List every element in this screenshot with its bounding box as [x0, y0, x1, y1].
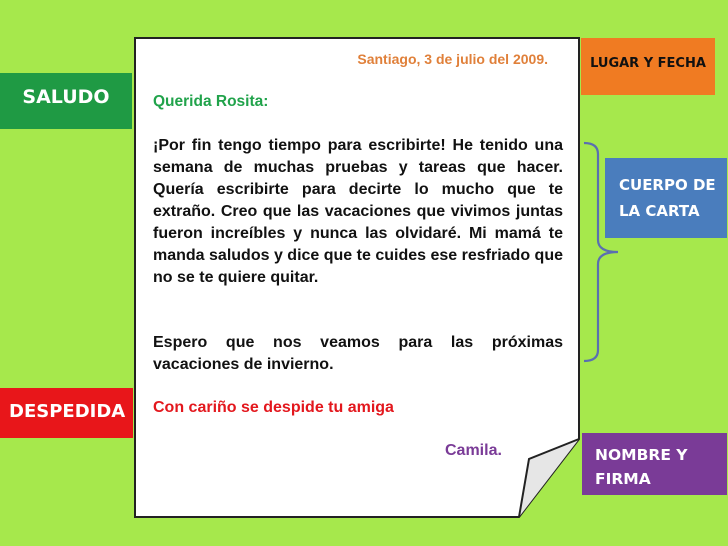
label-saludo: SALUDO [0, 73, 132, 129]
letter-greeting: Querida Rosita: [153, 93, 269, 110]
label-cuerpo-carta: CUERPO DE LA CARTA [605, 158, 727, 238]
letter-closing-paragraph: Espero que nos veamos para las próximas vacaciones de invierno. [153, 334, 563, 373]
letter-paper [134, 37, 580, 519]
letter-body: ¡Por fin tengo tiempo para escribirte! He tenido una semana de muchas pruebas y tareas que hacer. Quería escribirte para decirte lo mucho que te extraño. Creo que las vacaciones que vivimos juntas fueron increíbles y nunca las olvidaré. Mi mamá te manda saludos y dice que te cuides ese resfriado que no se te quiere quitar. [153, 137, 563, 286]
label-lugar-fecha: LUGAR Y FECHA [581, 38, 715, 95]
letter-date: Santiago, 3 de julio del 2009. [357, 51, 548, 67]
label-nombre-firma: NOMBRE Y FIRMA [582, 433, 727, 495]
letter-farewell: Con cariño se despide tu amiga [153, 399, 394, 416]
body-brace [582, 140, 622, 365]
label-despedida: DESPEDIDA [0, 388, 133, 438]
letter-signature: Camila. [445, 442, 502, 459]
